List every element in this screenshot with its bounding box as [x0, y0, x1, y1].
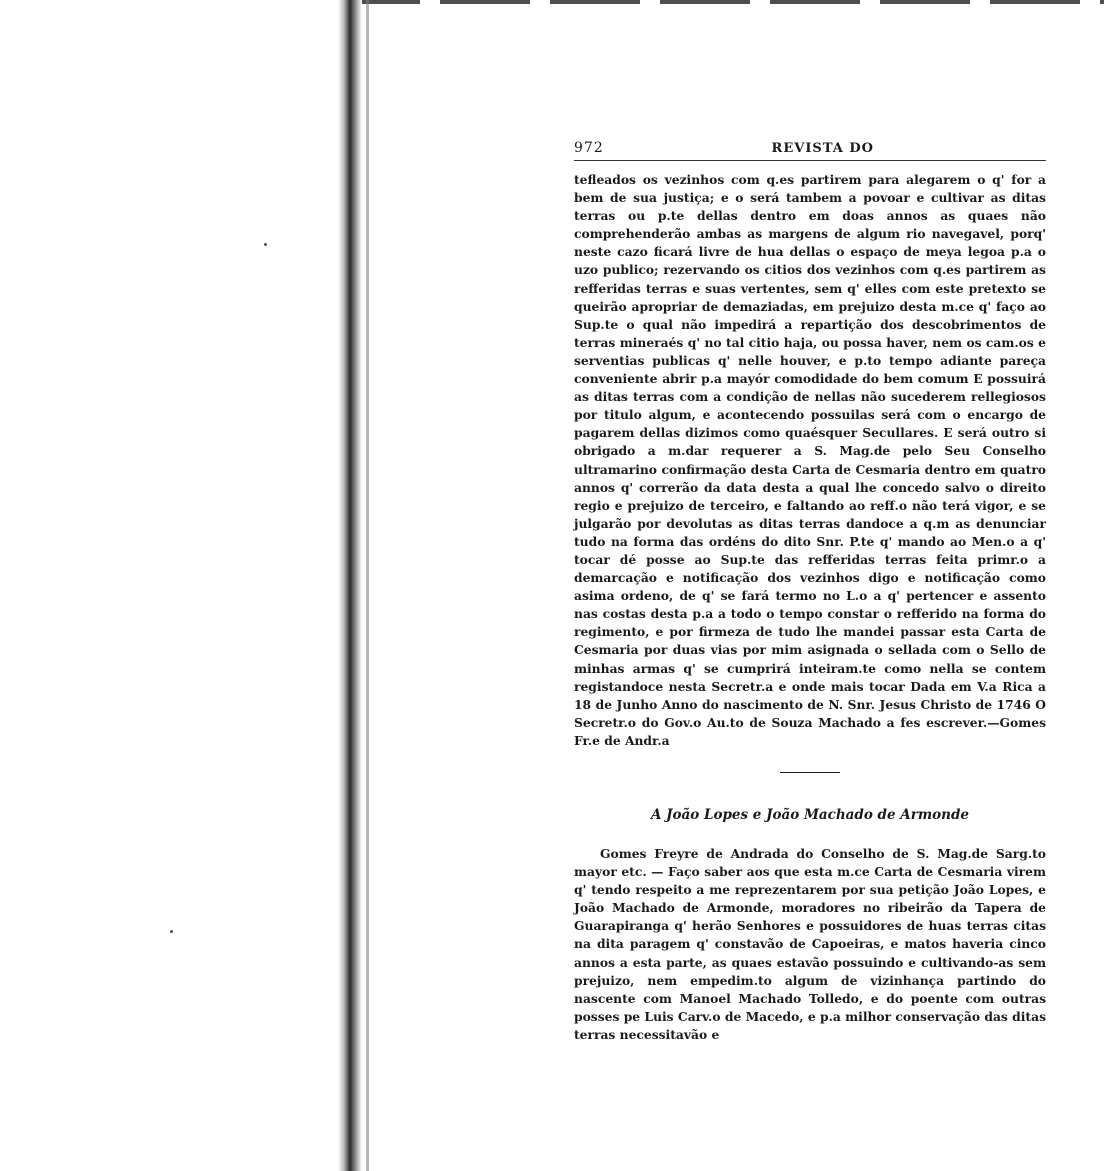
left-blank-page [0, 0, 340, 1171]
running-header [574, 140, 1046, 161]
scan-speck [264, 243, 267, 246]
body-paragraph-1: tefleados os vezinhos com q.es partirem para alegarem o q' for a bem de sua justiça; e o será tambem a povoar e cultivar as ditas terras ou p.te dellas dentro em doas annos as quaes não comprehenderão ambas as margens de algum rio navegavel, porq' neste cazo ficará livre de hua dellas o espaço de meya legoa p.a o uzo publico; rezervando os citios dos vezinhos com q.es partirem as refferidas terras e suas vertentes, sem q' elles com este pretexto se queirão apropriar de demaziadas, em prejuizo desta m.ce q' faço ao Sup.te o qual não impedirá a repartição dos descobrimentos de terras mineraés q' no tal citio haja, ou possa haver, nem os cam.os e serventias publicas q' nelle houver, e p.to tempo adiante pareça conveniente abrir p.a mayór comodidade do bem comum E possuirá as ditas terras com a condição de nellas não sucederem rellegiosos por titulo algum, e acontecendo possuilas será com o encargo de pagarem dellas dizimos como quaésquer Secullares. E será outro si obrigado a m.dar requerer a S. Mag.de pelo Seu Conselho ultramarino confirmação desta Carta de Cesmaria dentro em quatro annos q' correrão da data desta a qual lhe concedo salvo o direito regio e prejuizo de terceiro, e faltando ao reff.o não terá vigor, e se julgarão por devolutas as ditas terras dandoce a q.m as denunciar tudo na forma das ordéns do dito Snr. P.te q' mando ao Men.o a q' tocar dé posse ao Sup.te das refferidas terras feita primr.o a demarcação e notificação dos vezinhos digo e notificação como asima ordeno, de q' se fará termo no L.o a q' pertencer e assento nas costas desta p.a a todo o tempo constar o refferido na forma do regimento, e por firmeza de tudo lhe mandei passar esta Carta de Cesmaria por duas vias por mim asignada o sellada com o Sello de minhas armas q' se cumprirá inteiram.te como nella se contem registandoce nesta Secretr.a e onde mais tocar Dada em V.a Rica a 18 de Junho Anno do nascimento de N. Snr. Jesus Christo de 1746 O Secretr.o do Gov.o Au.to de Souza Machado a fes escrever.—Gomes Fr.e de Andr.a [574, 172, 1046, 748]
gutter-shadow [366, 0, 369, 1171]
section-heading: A João Lopes e João Machado de Armonde [650, 807, 970, 823]
right-page [574, 140, 1046, 1044]
scan-speck [170, 930, 173, 933]
section-divider [780, 772, 840, 773]
book-gutter [338, 0, 362, 1171]
body-paragraph-2: Gomes Freyre de Andrada do Conselho de S. Mag.de Sarg.to mayor etc. — Faço saber aos que esta m.ce Carta de Cesmaria virem q' tendo respeito a me reprezentarem por sua petição João Lopes, e João Machado de Armonde, moradores no ribeirão da Tapera de Guarapiranga q' herão Senhores e possuidores de huas terras citas na dita paragem q' constavão de Capoeiras, e matos haveria cinco annos a esta parte, as quaes estavão possuindo e cultivando-as sem prejuizo, nem empedim.to algum de vizinhança partindo do nascente com Manoel Machado Tolledo, e do poente com outras posses pe Luis Carv.o de Macedo, e p.a milhor conservação das ditas terras necessitavão e [574, 846, 1046, 1042]
page-number: 972 [574, 140, 604, 156]
running-title: REVISTA DO [771, 141, 874, 156]
